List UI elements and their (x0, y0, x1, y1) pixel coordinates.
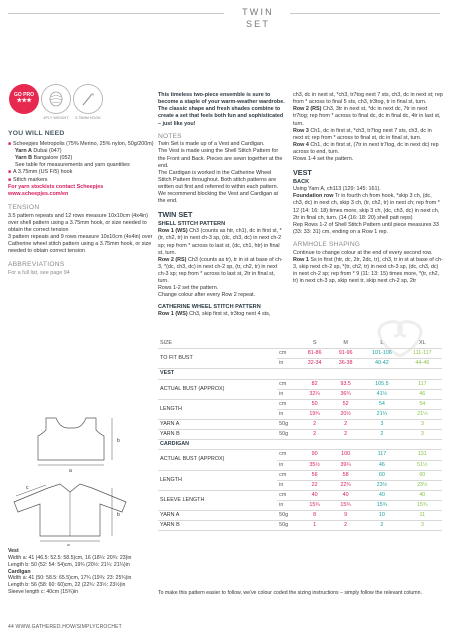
bullet-icon: ■ (8, 140, 12, 147)
table-row: LENGTH cm 50 52 54 54 (158, 399, 442, 409)
table-cell: 20½ (330, 409, 361, 419)
list-item: Yarn B Bangalore (052) (15, 155, 73, 162)
measure-line: Sleeve length c: 40cm (15¾)in (8, 589, 79, 596)
table-section-row: CARDIGAN (158, 440, 442, 450)
table-cell: 93.5 (330, 379, 361, 389)
dimension-label: a (67, 543, 70, 546)
dimension-label: c (26, 485, 29, 491)
table-cell: 117 (361, 450, 402, 460)
table-cell: 22¾ (330, 480, 361, 490)
table-cell: 54 (361, 399, 402, 409)
vest-schematic (38, 418, 120, 474)
table-cell: 35½ (299, 460, 330, 470)
table-cell: 15¾ (403, 501, 442, 511)
abbreviations-text: For a full list, see page 94 (8, 270, 70, 277)
yarn-weight-icon (41, 84, 71, 114)
measure-line: Width a: 41 (46.5: 52.5: 58.5)cm, 16 (18¼: 20¾: 23)in (8, 554, 132, 561)
table-cell: 50 (299, 399, 330, 409)
table-row: in 32-34 36-38 40-42 44-46 (158, 359, 442, 369)
table-cell: 60 (403, 470, 442, 480)
table-cell: 21¼ (403, 409, 442, 419)
materials-list (8, 141, 154, 198)
vest-measure-heading: Vest (8, 548, 19, 554)
measure-line: Width a: 41 (50: 58.5: 65.5)cm, 17¾ (19¾: 23: 25¾)in (8, 575, 132, 582)
pattern-row: ch3, dc in next st, *ch3, tr7tog next 7 sts, ch3, dc in next st; rep from * across to final 5 sts, ch3, tr3tog, tr in final st, turn. (293, 92, 443, 106)
table-cell: 117 (403, 379, 442, 389)
table-cell: 11 (403, 511, 442, 521)
cardigan-rows (158, 450, 442, 531)
notes-text: We recommend blocking the Vest and Cardigan at the end. (158, 191, 279, 205)
table-row: TO FIT BUST cm 81-86 91-96 101-106 111-117 (158, 349, 442, 359)
table-row: ACTUAL BUST (APPROX) cm 90 100 117 131 (158, 450, 442, 460)
bullet-icon: ■ (8, 169, 12, 176)
table-cell: 52 (330, 399, 361, 409)
weight-caption: 4PLY WEIGHT (43, 116, 69, 120)
table-cell: 2 (299, 430, 330, 440)
table-section-row: VEST (158, 369, 442, 379)
table-cell: 100 (330, 450, 361, 460)
measurements-block (8, 548, 156, 596)
table-cell: 15¾ (330, 501, 361, 511)
table-row: in 22 22¾ 23½ 23½ (158, 480, 442, 490)
pattern-row: Row 1 (WS) Ch3 (counts as htr, ch1), dc in first st, *(tr, ch2, tr) in next ch-3 sp, (dc, ch3, dc) in next ch-2 sp; rep from * across to last st, (dc, ch1, htr) in final st, turn. (158, 228, 282, 256)
table-row: YARN A 50g 8 9 10 11 (158, 511, 442, 521)
table-cell: 82 (299, 379, 330, 389)
pattern-row: Row 1 Ss in first (htr, dc, 2tr, 2dc, tr), ch3, tr in st at base of ch-3, skip next ch-2 sp, *(tr, ch2, tr) in next ch-3 sp, (dc, ch3, dc) in next ch-2 sp; rep from * 9 (11: 13: 15) times more, *(tr, ch2, tr) in next ch-3 sp, skip next tr, skip next ch-2 sp, 2tr (293, 256, 443, 285)
table-cell: 40 (403, 490, 442, 500)
twin-set-heading: TWIN SET (158, 210, 193, 220)
table-cell: 15¾ (299, 501, 330, 511)
table-row: SLEEVE LENGTH cm 40 40 40 40 (158, 490, 442, 500)
pattern-note: Rows 1-4 set the pattern. (293, 156, 354, 163)
table-row: in 19¾ 20½ 21¼ 21¼ (158, 409, 442, 419)
table-cell: 23½ (361, 480, 402, 490)
table-cell: 60 (361, 470, 402, 480)
table-cell: 3 (361, 420, 402, 430)
table-cell: 3 (403, 430, 442, 440)
pattern-row: Foundation row Tr in fourth ch from hook, *skip 3 ch, (dc, ch3, dc) in next ch, skip 3 ch, (tr, ch2, tr) in next ch; rep from * 12 (14: 16: 18) times more, skip 3 ch, (dc, ch3, dc) in next ch, 2tr in final ch, turn. (14 (16: 18: 20) shell patt reps) (293, 193, 440, 221)
table-row: in 35½ 39¼ 46 51½ (158, 460, 442, 470)
left-column (8, 130, 154, 277)
table-cell: 1 (299, 521, 330, 531)
table-row: YARN A 50g 2 2 3 3 (158, 420, 442, 430)
title-rule-right (290, 13, 440, 14)
cardigan-measure-heading: Cardigan (8, 568, 31, 575)
pattern-row: Row 2 (RS) Ch3 (counts as tr), tr in st at base of ch-3, *(dc, ch3, dc) in next ch-2 sp, (tr, ch2, tr) in next ch-3 sp; rep from * across to last st, 2tr in final st, turn. (158, 256, 283, 285)
table-cell: 36¾ (330, 389, 361, 399)
pattern-row: Rep Rows 1-2 of Shell Stitch Pattern until piece measures 33 (33: 33: 31) cm, ending on a Row 1 rep. (293, 221, 439, 235)
pattern-row: Row 3 Ch1, dc in first st, *ch3, tr7tog next 7 sts, ch3, dc in next st; rep from * across to final st, dc in final st, turn. (293, 127, 432, 141)
garment-schematic (8, 414, 158, 546)
you-will-need-heading: YOU WILL NEED (8, 130, 65, 137)
tension-text-1: 3.5 pattern repeats and 12 rows measure 10x10cm (4x4in) over shell pattern using a 3.75mm hook, or size needed to obtain the correct tension (8, 212, 148, 233)
table-row: ACTUAL BUST (APPROX) cm 82 93.5 105.5 117 (158, 379, 442, 389)
pattern-note: Rows 1-2 set the pattern. (158, 285, 219, 292)
measure-line: Length b: 56 (58: 60: 60)cm, 22 (22¾: 23½: 23½)in (8, 582, 126, 589)
table-cell: 15¾ (361, 501, 402, 511)
table-row: YARN B 50g 2 2 2 3 (158, 430, 442, 440)
table-cell: 19¾ (299, 409, 330, 419)
stockists-link[interactable]: www.scheepjes.com/en (8, 190, 69, 197)
hook-caption: 3.75MM HOOK (75, 116, 101, 120)
pattern-note: Change colour after every Row 2 repeat. (158, 292, 256, 299)
table-cell: 3 (403, 420, 442, 430)
table-cell: 2 (361, 430, 402, 440)
table-cell: 22 (299, 480, 330, 490)
table-cell: 21¼ (361, 409, 402, 419)
table-cell: 39¼ (330, 460, 361, 470)
table-cell: 46 (403, 389, 442, 399)
table-note: To make this pattern easier to follow, we've colour coded the sizing instructions – simply follow the relevant column. (158, 590, 422, 596)
table-cell: 54 (403, 399, 442, 409)
shell-stitch-heading: SHELL STITCH PATTERN (158, 220, 226, 227)
table-cell: 40 (299, 490, 330, 500)
right-column (293, 92, 443, 285)
table-row: in 15¾ 15¾ 15¾ 15¾ (158, 501, 442, 511)
tension-heading: TENSION (8, 203, 40, 211)
table-cell: 32¼ (299, 389, 330, 399)
table-cell: 9 (330, 511, 361, 521)
table-cell: 56 (299, 470, 330, 480)
dimension-label: b (117, 512, 120, 518)
notes-text: The Vest is made using the Shell Stitch Pattern for the Front and Back. Pieces are sewn together at the end. (158, 148, 283, 169)
tension-text-2: 3 pattern repeats and 9 rows measure 10x10cm (4x4in) over Catherine wheel stitch pattern using a 3.75mm hook, or size needed to obtain correct tension (8, 234, 153, 255)
table-cell: 2 (330, 420, 361, 430)
list-item: ■ Stitch markers (8, 176, 48, 183)
list-item: ■ Scheepjes Metropolis (75% Merino, 25% nylon, 50g/200m) (8, 140, 154, 147)
pattern-row: Continue to change colour at the end of every second row. (293, 249, 433, 256)
catherine-wheel-heading: CATHERINE WHEEL STITCH PATTERN (158, 303, 261, 310)
skill-level-label: GO PRO (13, 91, 34, 98)
table-cell: 40 (330, 490, 361, 500)
pattern-row: Row 2 (RS) Ch3, 3tr in next st, *dc in next dc, 7tr in next tr7tog; rep from * across to final dc, dc in final dc, 4tr in last st, turn. (293, 106, 441, 127)
table-cell: 51½ (403, 460, 442, 470)
intro-text: This timeless two-piece ensemble is sure to become a staple of your warm-weather wardrobe. The classic shape and fresh shades combine to create a set that feels both fun and sophisticated – just like you! (158, 92, 285, 127)
table-cell: 23½ (403, 480, 442, 490)
table-cell: 8 (299, 511, 330, 521)
table-cell: 10 (361, 511, 402, 521)
table-cell: 41½ (361, 389, 402, 399)
notes-text: Twin Set is made up of a Vest and Cardigan. (158, 141, 265, 148)
table-cell: 3 (403, 521, 442, 531)
pattern-row: Row 1 (WS) Ch3, skip first st, tr3tog next 4 sts, (158, 310, 271, 317)
list-item: See table for measurements and yarn quantities (15, 162, 130, 169)
armhole-heading: ARMHOLE SHAPING (293, 241, 361, 248)
skill-level-badge (9, 84, 39, 114)
dimension-label: a (69, 468, 72, 474)
stockists-text: For yarn stockists contact Scheepjes (8, 183, 104, 190)
middle-column (158, 92, 286, 318)
title-rule-left (8, 13, 224, 14)
pattern-row: Row 4 Ch1, dc in first st, (7tr in next tr7tog, dc in next dc) rep across to end, turn. (293, 141, 439, 155)
measure-line: Length b: 50 (52: 54: 54)cm, 19¾ (20½: 21¼: 21¼)in (8, 561, 130, 568)
page-title: TWIN SET (242, 7, 274, 29)
vest-rows (158, 379, 442, 440)
list-item: ■ A 3.75mm (US F/5) hook (8, 169, 73, 176)
table-row: YARN B 50g 1 2 2 3 (158, 521, 442, 531)
crochet-hook-icon (73, 84, 103, 114)
table-cell: 2 (330, 430, 361, 440)
star-icon: ★★★ (16, 98, 32, 105)
notes-text: The Cardigan is worked in the Catherine Wheel Stitch Pattern throughout. Both stitch patterns are written out first and referred to within each pattern. (158, 169, 279, 191)
table-cell: 105.5 (361, 379, 402, 389)
table-cell: 2 (330, 521, 361, 531)
size-table (158, 339, 442, 531)
table-cell: 46 (361, 460, 402, 470)
abbreviations-heading: ABBREVIATIONS (8, 261, 65, 269)
cardigan-schematic (14, 484, 126, 546)
notes-heading: NOTES (158, 132, 182, 140)
page-footer: 44 WWW.GATHERED.HOW/SIMPLYCROCHET (8, 624, 122, 630)
table-cell: 2 (361, 521, 402, 531)
table-cell: 58 (330, 470, 361, 480)
table-cell: 40 (361, 490, 402, 500)
back-heading: BACK (293, 178, 310, 185)
table-row: in 32¼ 36¾ 41½ 46 (158, 389, 442, 399)
pattern-row: Using Yarn A, ch113 (129: 145: 161). (293, 186, 381, 193)
table-cell: 90 (299, 450, 330, 460)
table-row: SIZE S M L XL (158, 339, 442, 349)
vest-heading: VEST (293, 168, 312, 178)
table-cell: 131 (403, 450, 442, 460)
dimension-label: b (117, 438, 120, 444)
table-row: LENGTH cm 56 58 60 60 (158, 470, 442, 480)
bullet-icon: ■ (8, 176, 12, 183)
table-cell: 2 (299, 420, 330, 430)
list-item: Yarn A Dubai (047) (15, 148, 62, 155)
